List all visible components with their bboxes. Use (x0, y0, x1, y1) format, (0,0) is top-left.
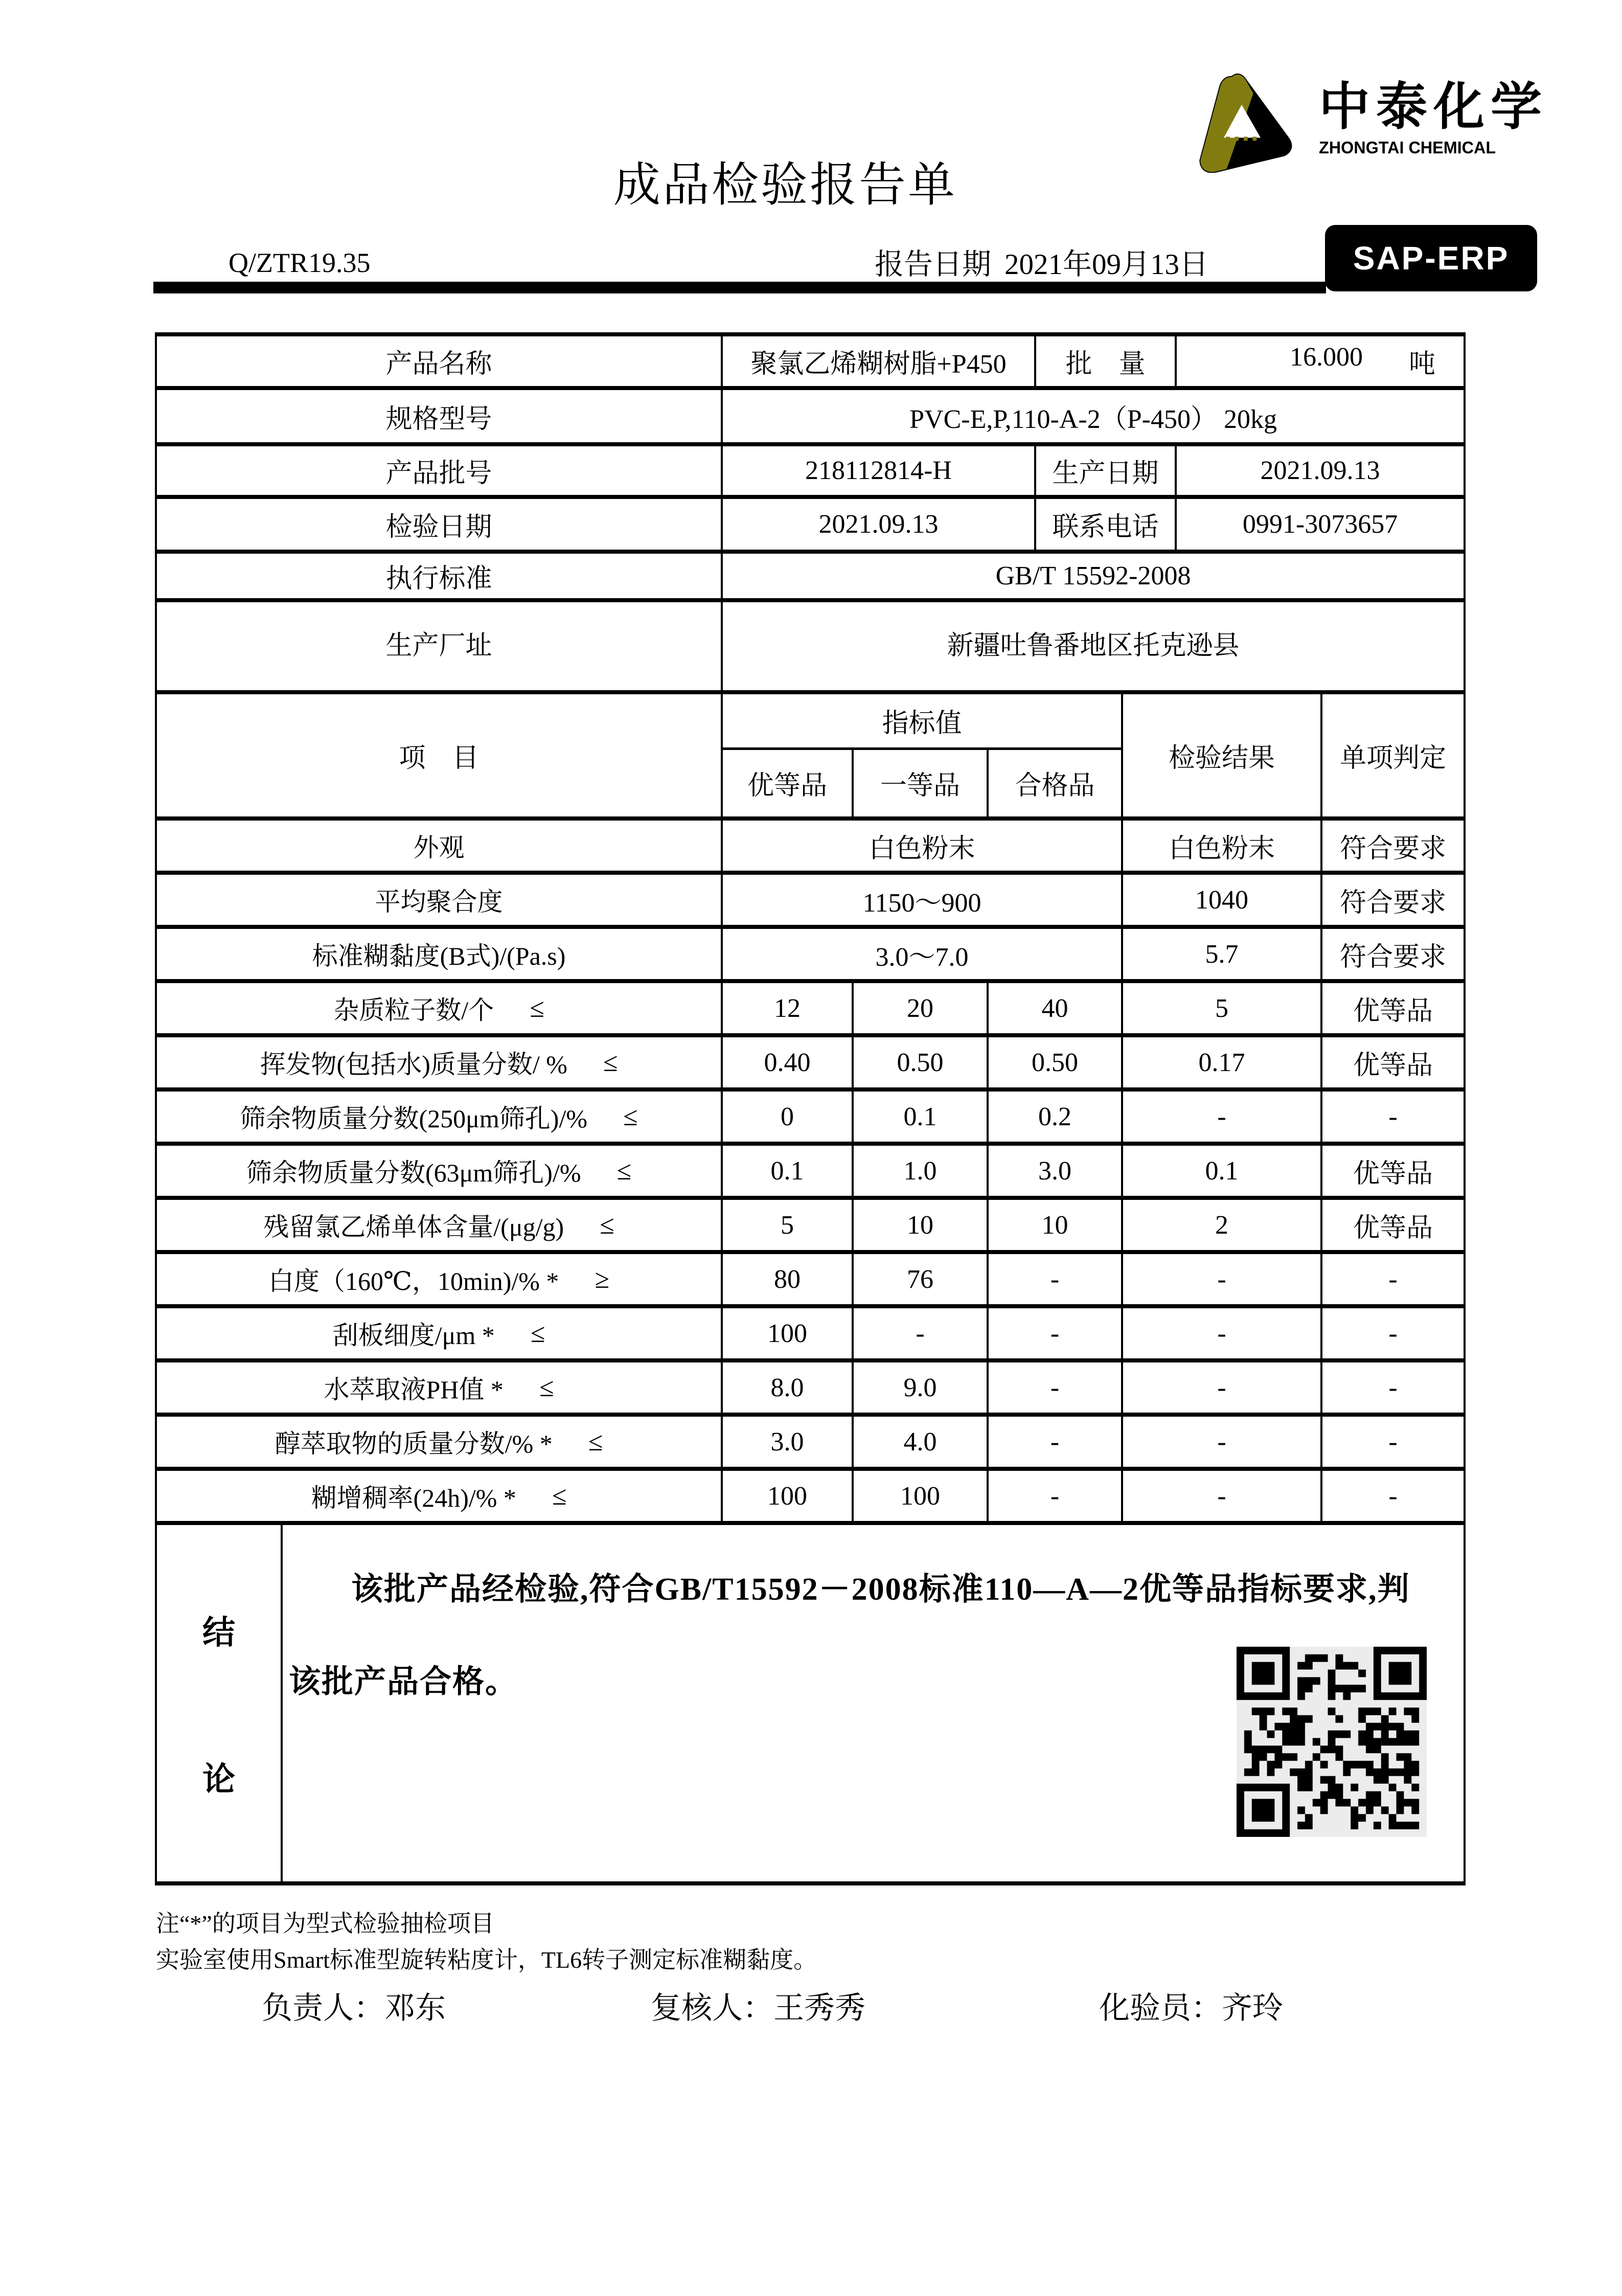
signature-reviewer: 复核人：王秀秀 (651, 1991, 865, 2025)
table-row (156, 1089, 1465, 1144)
info-label-batch-no: 产品批号 (156, 444, 722, 497)
spec-result: - (1122, 1089, 1321, 1144)
spec-judge: - (1321, 1306, 1465, 1360)
table-row (156, 1415, 1465, 1469)
col-header-grade-qualified: 合格品 (988, 748, 1122, 819)
batch-qty-number: 16.000 (1290, 343, 1363, 372)
conclusion-text-line2: 该批产品合格。 (289, 1665, 518, 1699)
spec-item (156, 1198, 722, 1252)
spec-judge: 优等品 (1321, 1144, 1465, 1198)
spec-result: 2 (1122, 1198, 1321, 1252)
signature-responsible: 负责人：邓东 (262, 1991, 446, 2025)
spec-item (156, 1144, 722, 1198)
info-label-factory-address: 生产厂址 (156, 600, 722, 692)
spec-result: - (1122, 1306, 1321, 1360)
spec-grade1: 3.0 (722, 1415, 853, 1469)
table-row (156, 981, 1465, 1035)
spec-judge: 优等品 (1321, 981, 1465, 1035)
conclusion-label (156, 1523, 282, 1883)
spec-item (156, 1306, 722, 1360)
spec-result: 5.7 (1122, 927, 1321, 981)
spec-grade2: 4.0 (853, 1415, 988, 1469)
spec-item (156, 927, 722, 981)
report-date (875, 241, 1208, 283)
spec-item-operator: ≤ (588, 1427, 603, 1457)
spec-judge: - (1321, 1415, 1465, 1469)
spec-result: - (1122, 1415, 1321, 1469)
spec-result: - (1122, 1252, 1321, 1306)
spec-item (156, 819, 722, 873)
conclusion-label-char-1: 结 (202, 1615, 235, 1651)
table-row (156, 1306, 1465, 1360)
spec-grade3: 3.0 (988, 1144, 1122, 1198)
spec-grade2: 0.1 (853, 1089, 988, 1144)
spec-grade1: 100 (722, 1469, 853, 1523)
spec-judge: 符合要求 (1321, 819, 1465, 873)
inspection-report-table (155, 332, 1466, 1885)
table-row (156, 444, 1465, 497)
spec-item-label: 糊增稠率(24h)/% * (311, 1484, 516, 1512)
spec-header-row (156, 692, 1465, 748)
table-row (156, 497, 1465, 552)
spec-grade2: 9.0 (853, 1360, 988, 1415)
table-row (156, 927, 1465, 981)
table-row (156, 1469, 1465, 1523)
spec-result: 0.17 (1122, 1035, 1321, 1089)
spec-item (156, 1252, 722, 1306)
spec-judge: 优等品 (1321, 1035, 1465, 1089)
spec-item-operator: ≤ (603, 1048, 618, 1077)
spec-item-operator: ≥ (595, 1264, 609, 1294)
info-value-batch-no: 218112814-H (722, 444, 1035, 497)
info-value-spec-model: PVC-E,P,110-A-2（P-450） 20kg (722, 388, 1465, 444)
spec-index-value: 3.0～7.0 (722, 927, 1122, 981)
spec-judge: - (1321, 1469, 1465, 1523)
spec-grade3: 0.50 (988, 1035, 1122, 1089)
info-label-phone: 联系电话 (1035, 497, 1176, 552)
info-value-prod-date: 2021.09.13 (1176, 444, 1465, 497)
page-title: 成品检验报告单 (613, 159, 957, 211)
footnote-asterisk: 注“*”的项目为型式检验抽检项目 (156, 1911, 494, 1937)
spec-grade1: 12 (722, 981, 853, 1035)
spec-result: 5 (1122, 981, 1321, 1035)
doc-code: Q/ZTR19.35 (229, 247, 371, 278)
col-header-result: 检验结果 (1122, 692, 1321, 819)
spec-item-operator: ≤ (539, 1373, 554, 1402)
spec-item (156, 1089, 722, 1144)
spec-item-label: 挥发物(包括水)质量分数/ % (260, 1050, 567, 1079)
info-value-factory-address: 新疆吐鲁番地区托克逊县 (722, 600, 1465, 692)
spec-item-label: 平均聚合度 (375, 888, 503, 916)
header-divider (153, 282, 1326, 293)
spec-item-label: 外观 (413, 833, 465, 862)
conclusion-row (156, 1523, 1465, 1883)
spec-item-label: 筛余物质量分数(250μm筛孔)/% (240, 1104, 587, 1133)
spec-item (156, 1415, 722, 1469)
spec-item-operator: ≤ (623, 1102, 638, 1131)
spec-grade3: - (988, 1360, 1122, 1415)
spec-grade1: 0.1 (722, 1144, 853, 1198)
spec-item-label: 标准糊黏度(B式)/(Pa.s) (312, 942, 566, 970)
spec-item-label: 杂质粒子数/个 (333, 996, 494, 1025)
info-label-prod-date: 生产日期 (1035, 444, 1176, 497)
info-label-standard: 执行标准 (156, 552, 722, 600)
spec-item-label: 白度（160℃，10min)/% * (268, 1267, 559, 1295)
table-row (156, 334, 1465, 388)
spec-item (156, 1469, 722, 1523)
spec-grade2: 10 (853, 1198, 988, 1252)
col-header-judge: 单项判定 (1321, 692, 1465, 819)
spec-result: 0.1 (1122, 1144, 1321, 1198)
spec-item (156, 873, 722, 927)
spec-grade1: 0 (722, 1089, 853, 1144)
spec-grade1: 5 (722, 1198, 853, 1252)
spec-grade2: 1.0 (853, 1144, 988, 1198)
col-header-item: 项 目 (156, 692, 722, 819)
col-header-grade-premium: 优等品 (722, 748, 853, 819)
spec-item-label: 筛余物质量分数(63μm筛孔)/% (246, 1158, 581, 1187)
info-value-batch-qty (1176, 334, 1465, 388)
footnote-lab-method: 实验室使用Smart标准型旋转粘度计，TL6转子测定标准糊黏度。 (156, 1947, 817, 1973)
table-row (156, 1035, 1465, 1089)
spec-result: - (1122, 1469, 1321, 1523)
spec-grade2: - (853, 1306, 988, 1360)
spec-grade1: 0.40 (722, 1035, 853, 1089)
spec-item-label: 水萃取液PH值 * (324, 1375, 504, 1404)
spec-grade2: 100 (853, 1469, 988, 1523)
conclusion-text-line1: 该批产品经检验,符合GB/T15592－2008标准110—A—2优等品指标要求,判 (351, 1572, 1410, 1607)
conclusion-content (282, 1523, 1465, 1883)
spec-item-label: 残留氯乙烯单体含量/(μg/g) (263, 1213, 564, 1241)
table-row (156, 552, 1465, 600)
spec-judge: 符合要求 (1321, 927, 1465, 981)
spec-grade1: 80 (722, 1252, 853, 1306)
sap-erp-badge: SAP-ERP (1325, 225, 1537, 291)
signature-tester: 化验员：齐玲 (1099, 1991, 1283, 2025)
logo-text (1319, 79, 1548, 157)
spec-item (156, 981, 722, 1035)
spec-item-operator: ≤ (552, 1481, 567, 1511)
info-value-test-date: 2021.09.13 (722, 497, 1035, 552)
spec-item-operator: ≤ (616, 1156, 632, 1186)
spec-item-operator: ≤ (530, 993, 544, 1023)
spec-grade2: 76 (853, 1252, 988, 1306)
spec-grade3: - (988, 1469, 1122, 1523)
info-label-test-date: 检验日期 (156, 497, 722, 552)
company-logo (1187, 73, 1548, 173)
table-row (156, 873, 1465, 927)
spec-grade3: - (988, 1415, 1122, 1469)
qr-code (1237, 1647, 1427, 1837)
col-header-index-value: 指标值 (722, 692, 1122, 748)
report-date-label: 报告日期 (875, 248, 991, 281)
spec-index-value: 白色粉末 (722, 819, 1122, 873)
logo-triangle-icon (1187, 73, 1296, 173)
spec-grade3: - (988, 1252, 1122, 1306)
spec-judge: 符合要求 (1321, 873, 1465, 927)
spec-item-operator: ≤ (600, 1210, 614, 1240)
spec-index-value: 1150～900 (722, 873, 1122, 927)
col-header-grade-first: 一等品 (853, 748, 988, 819)
logo-name-cn: 中泰化学 (1319, 79, 1548, 135)
spec-item-label: 醇萃取物的质量分数/% * (275, 1429, 553, 1458)
table-row (156, 1252, 1465, 1306)
table-row (156, 819, 1465, 873)
info-value-standard: GB/T 15592-2008 (722, 552, 1465, 600)
logo-name-en: ZHONGTAI CHEMICAL (1319, 138, 1496, 157)
info-value-phone: 0991-3073657 (1176, 497, 1465, 552)
spec-grade3: 10 (988, 1198, 1122, 1252)
spec-judge: - (1321, 1089, 1465, 1144)
report-date-value: 2021年09月13日 (1004, 248, 1208, 281)
spec-judge: - (1321, 1360, 1465, 1415)
spec-result: 白色粉末 (1122, 819, 1321, 873)
spec-item (156, 1360, 722, 1415)
spec-item (156, 1035, 722, 1089)
spec-grade1: 8.0 (722, 1360, 853, 1415)
table-row (156, 388, 1465, 444)
table-row (156, 1198, 1465, 1252)
info-label-spec-model: 规格型号 (156, 388, 722, 444)
conclusion-label-char-2: 论 (202, 1761, 235, 1798)
table-row (156, 1144, 1465, 1198)
spec-result: 1040 (1122, 873, 1321, 927)
table-row (156, 1360, 1465, 1415)
table-row (156, 600, 1465, 692)
spec-judge: - (1321, 1252, 1465, 1306)
info-label-batch-qty: 批 量 (1035, 334, 1176, 388)
batch-qty-unit: 吨 (1409, 350, 1436, 379)
spec-item-label: 刮板细度/μm * (332, 1321, 495, 1350)
spec-item-operator: ≤ (530, 1319, 545, 1348)
spec-grade3: - (988, 1306, 1122, 1360)
spec-grade3: 40 (988, 981, 1122, 1035)
spec-grade1: 100 (722, 1306, 853, 1360)
info-label-product-name: 产品名称 (156, 334, 722, 388)
spec-judge: 优等品 (1321, 1198, 1465, 1252)
spec-grade3: 0.2 (988, 1089, 1122, 1144)
info-value-product-name: 聚氯乙烯糊树脂+P450 (722, 334, 1035, 388)
spec-result: - (1122, 1360, 1321, 1415)
spec-grade2: 20 (853, 981, 988, 1035)
spec-grade2: 0.50 (853, 1035, 988, 1089)
